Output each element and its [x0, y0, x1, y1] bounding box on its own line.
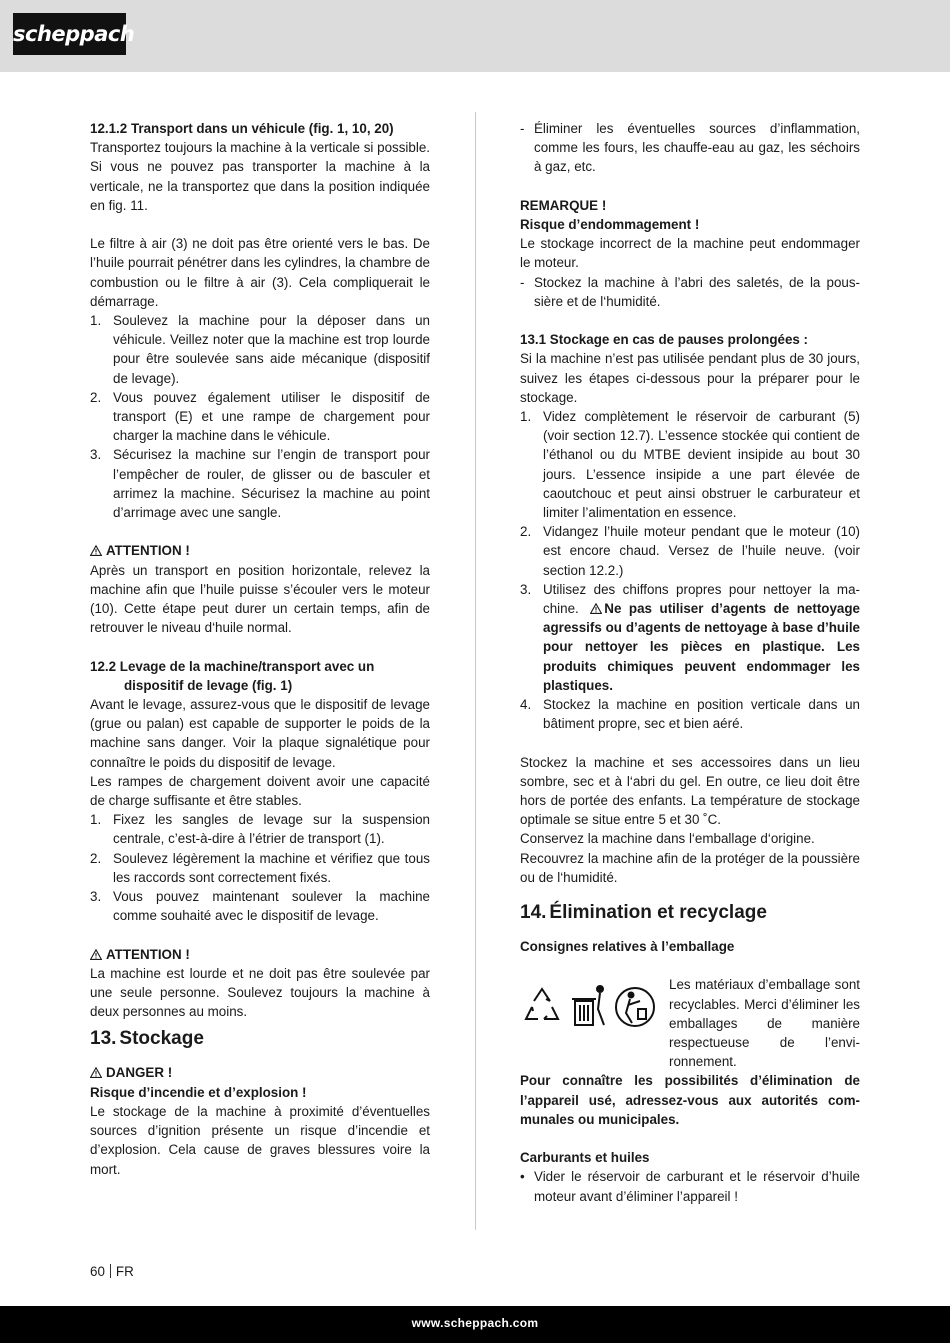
tidyman-icon — [616, 988, 654, 1026]
danger-subtitle: Risque d’incendie et d’explosion ! — [90, 1084, 307, 1100]
list-item: 2. Vous pouvez également utiliser le dispositif de transport (E) et une rampe de chargement pour charger la machine dans le véhicule. — [90, 389, 430, 444]
section-13-1-paragraph-2: Stockez la machine et ses accessoires dans un lieu sombre, sec et à l‘abri du gel. En outre, ce lieu doit être hors de portée des enfants. La température de stockage optimale se situe entre 5 et 30 ˚C. — [520, 754, 860, 828]
list-item: 1. Fixez les sangles de levage sur la suspension centrale, c’est-à-dire à l’étrier de transport (1). — [90, 812, 430, 847]
warning-icon — [90, 949, 102, 960]
remark-heading: REMARQUE ! — [520, 197, 607, 213]
dash-item: - Stockez la machine à l’abri des saletés, de la poussière et de l‘humidité. — [520, 274, 860, 309]
section-12-1-2-paragraph-1: Transportez toujours la machine à la verticale si possible. Si vous ne pouvez pas transporter la machine à la verticale, ne la transportez que dans la position indiquée en fig. 11. — [90, 140, 430, 213]
list-item: 2. Vidangez l’huile moteur pendant que le moteur (10) est encore chaud. Versez de l’huile neuve. (voir section 12.2.) — [520, 524, 860, 578]
attention-heading: ATTENTION ! — [90, 945, 430, 964]
list-item: 4. Stockez la machine en position verticale dans un bâtiment propre, sec et bien aéré. — [520, 697, 860, 732]
section-12-1-2-title: 12.1.2 Transport dans un véhicule (fig. 1, 10, 20) — [90, 121, 394, 136]
scheppach-logo: scheppach — [13, 13, 126, 55]
disposal-notice: Pour connaître les possibilités d’élimination de l’appareil usé, adressez-vous aux autorités communales ou municipales. — [520, 1073, 860, 1127]
section-13-1-paragraph-4: Recouvrez la machine afin de la protéger de la poussière ou de l‘humidité. — [520, 850, 860, 885]
section-12-2-paragraph-2: Les rampes de chargement doivent avoir une capacité de charge suffisante et être stables. — [90, 773, 430, 809]
attention-text: Après un transport en position horizontale, relevez la machine afin que l’huile puisse s’écouler vers le moteur (10). Cette étape peut durer un certain temps, afin de retrouver le niveau d‘huile normal. — [90, 562, 430, 636]
section-12-2-title: 12.2 Levage de la machine/transport avec un — [90, 658, 375, 674]
section-12-1-2-paragraph-2: Le filtre à air (3) ne doit pas être orienté vers le bas. De l’huile pourrait pénétrer dans les cylindres, la chambre de combustion ou le filtre à air (3). Cela compliquerait le démarrage. — [90, 236, 430, 309]
section-13-1-paragraph-3: Conservez la machine dans l‘emballage d‘origine. — [520, 831, 815, 847]
waste-bin-icon — [572, 986, 604, 1025]
remark-text: Le stockage incorrect de la machine peut endommager le moteur. — [520, 236, 860, 271]
packaging-section — [520, 975, 860, 1071]
list-item: 1. Videz complètement le réservoir de carburant (5) (voir section 12.7). L’essence stockée qui contient de l’éthanol ou du MTBE devient insipide au bout 30 jours. L’essence insipide a une part élevée de caoutchouc et peut ainsi obstruer le carburateur et limiter l’alimentation en essence. — [520, 409, 860, 521]
left-column — [90, 119, 430, 1179]
remark-subtitle: Risque d’endommagement ! — [520, 217, 700, 232]
page-number: 60 FR — [90, 1264, 134, 1279]
recycling-icons — [520, 979, 660, 1039]
attention-text: La machine est lourde et ne doit pas être soulevée par une seule personne. Soulevez toujours la machine à deux personnes au moins. — [90, 965, 430, 1020]
packaging-text: Les matériaux d’emballage sont recyclables. Merci d’éliminer les emballages de manière respectueuse de l’environnement. — [669, 977, 860, 1070]
dash-item: - Éliminer les éventuelles sources d’inflammation, comme les fours, les chauffe-eau au gaz, les séchoirs à gaz, etc. — [520, 121, 860, 175]
page-footer — [0, 1306, 950, 1343]
warning-icon — [590, 603, 602, 614]
section-13-1-paragraph-1: Si la machine n’est pas utilisée pendant plus de 30 jours, suivez les étapes ci-dessous pour la préparer pour le stockage. — [520, 351, 860, 405]
section-13-1-title: 13.1 Stockage en cas de pauses prolongées : — [520, 332, 809, 348]
right-column — [520, 119, 860, 1206]
fuels-heading: Carburants et huiles — [520, 1150, 650, 1166]
danger-heading: DANGER ! — [90, 1063, 430, 1082]
warning-icon — [90, 545, 102, 556]
section-12-2-title-line-2: dispositif de levage (fig. 1) — [124, 677, 293, 693]
warning-icon — [90, 1067, 102, 1078]
section-13-heading: 13. Stockage — [90, 1028, 204, 1050]
section-14-heading: 14. Élimination et recyclage — [520, 902, 767, 924]
page-header — [0, 0, 950, 72]
list-item: 3. Sécurisez la machine sur l’engin de transport pour l’empêcher de rouler, de glisser ou de basculer et arrimez la machine. Sécurisez la machine au point d’arrimage avec une sangle. — [90, 447, 430, 521]
cleaning-warning: Ne pas utiliser d’agents de nettoyage agressifs ou d’agents de nettoyage à base d’huile pour nettoyer les pièces en plastique. Les produits chimiques peuvent endommager les plastiques. — [543, 601, 860, 693]
section-12-2-paragraph-1: Avant le levage, assurez-vous que le dispositif de levage (grue ou palan) est capable de supporter le poids de la machine sans danger. Voir la plaque signalétique pour connaître le poids du dispositif de levage. — [90, 697, 430, 770]
column-divider — [475, 112, 476, 1230]
danger-text: Le stockage de la machine à proximité d’éventuelles sources d’ignition présente un risque d’incendie et d’explosion. Cela cause de graves blessures voire la mort. — [90, 1103, 430, 1177]
list-item: 3. Utilisez des chiffons propres pour nettoyer la machine. Ne pas utiliser d’agents de nettoyage agressifs ou d’agents de nettoyage à base d’huile pour nettoyer les pièces en plastique. Les produits chimiques peuvent endommager les plastiques. — [520, 581, 860, 693]
list-item: 3. Vous pouvez maintenant soulever la machine comme souhaité avec le dispositif de levage. — [90, 889, 430, 924]
bullet-item: • Vider le réservoir de carburant et le réservoir d’huile moteur avant d’éliminer l’appareil ! — [520, 1169, 860, 1204]
list-item: 1. Soulevez la machine pour la déposer dans un véhicule. Veillez noter que la machine est trop lourde pour être soulevée sans aide mécanique (dispositif de levage). — [90, 313, 430, 386]
list-item: 2. Soulevez légèrement la machine et vérifiez que tous les raccords sont correctement fixés. — [90, 850, 430, 885]
recycle-icon — [526, 989, 558, 1019]
attention-heading: ATTENTION ! — [90, 541, 430, 560]
footer-url[interactable]: www.scheppach.com — [411, 1316, 539, 1330]
packaging-heading: Consignes relatives à l’emballage — [520, 939, 735, 955]
